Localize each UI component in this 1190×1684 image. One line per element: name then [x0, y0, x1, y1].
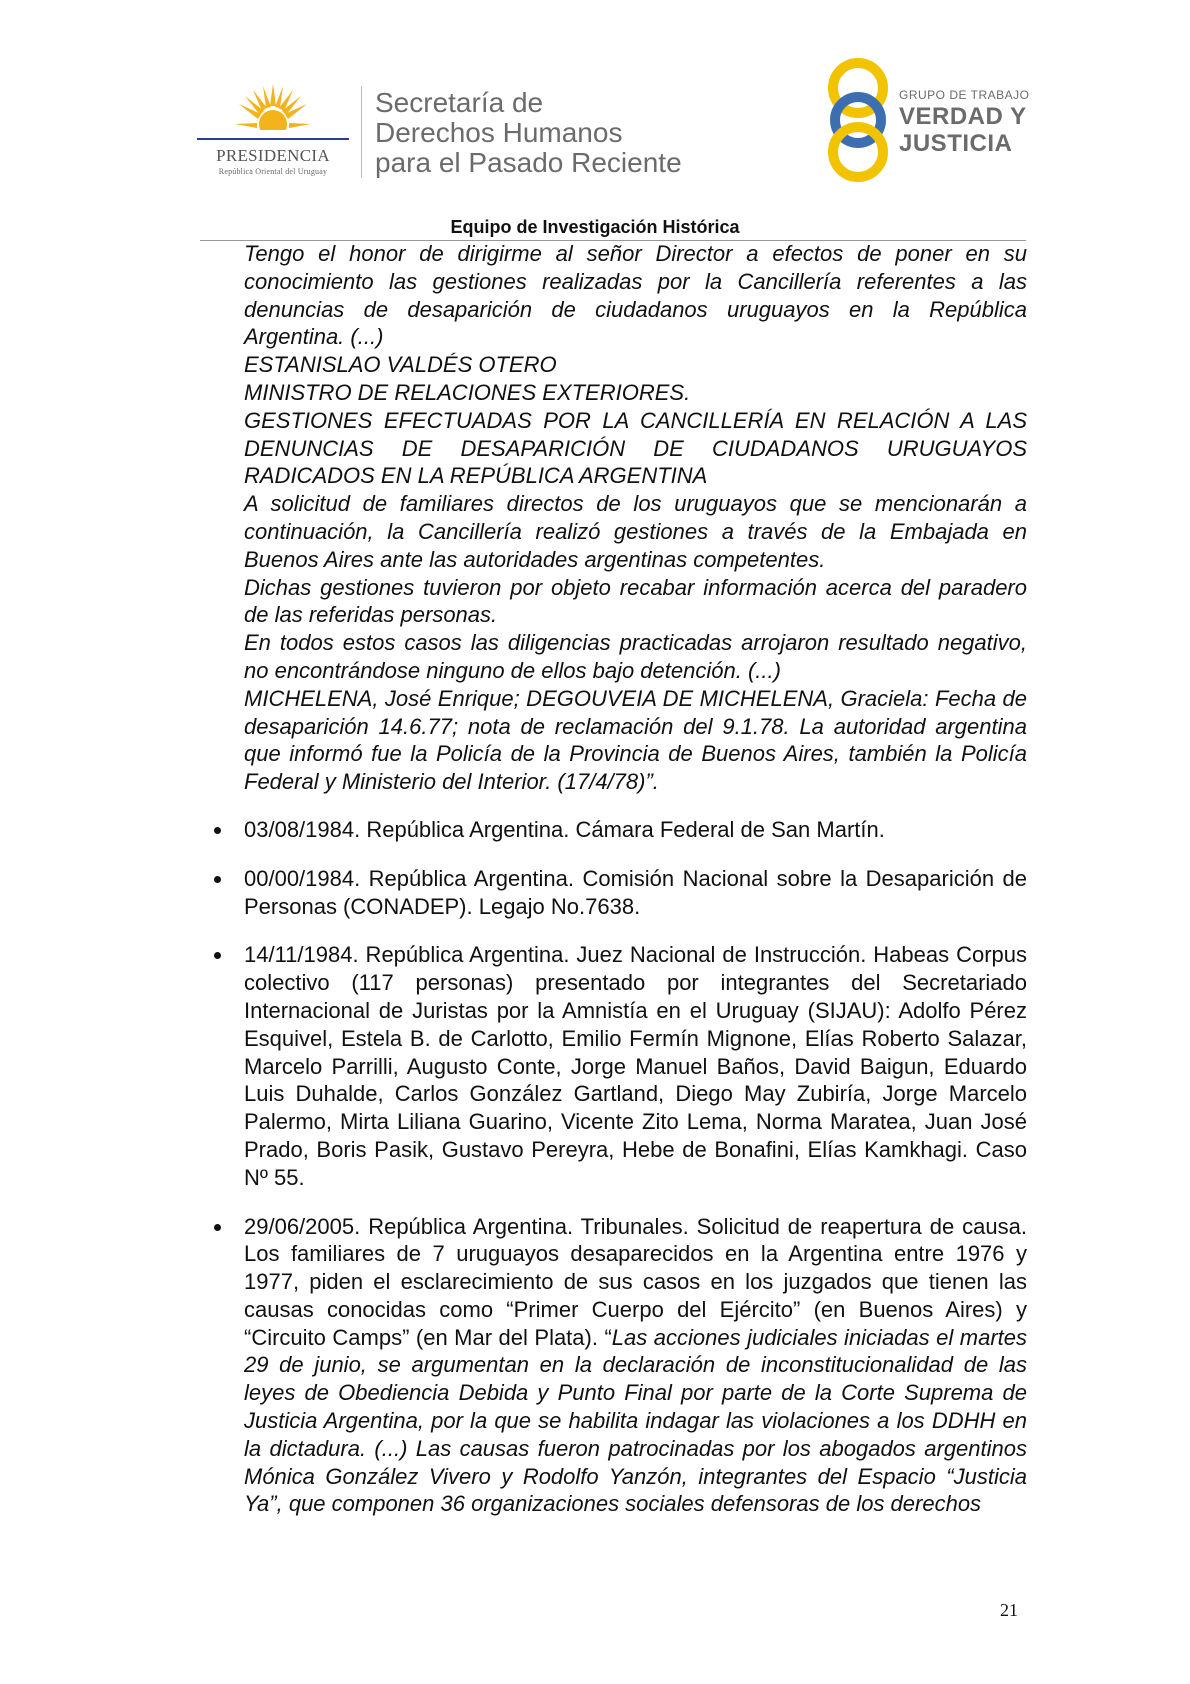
bullet-icon: [214, 876, 221, 883]
quote-paragraph-6: Dichas gestiones tuvieron por objeto recabar información acerca del paradero de las referidas personas.: [244, 574, 1027, 628]
quote-signature-name: ESTANISLAO VALDÉS OTERO: [244, 352, 557, 378]
quote-paragraph-8: MICHELENA, José Enrique; DEGOUVEIA DE MICHELENA, Graciela: Fecha de desaparición 14.6.77; nota de reclamación del 9.1.78. La autoridad argentina que informó fue la Policía de la Provincia de Buenos Aires, también la Policía Federal y Ministerio del Interior. (17/4/78)”.: [244, 685, 1027, 795]
quote-paragraph-1: Tengo el honor de dirigirme al señor Director a efectos de poner en su conocimiento las gestiones realizadas por la Cancillería referentes a las denuncias de desaparición de ciudadanos uruguayos en la República Argentina. (...): [244, 241, 1027, 350]
document-body: [244, 240, 1027, 1518]
team-title: Equipo de Investigación Histórica: [450, 217, 740, 237]
secretaria-line2: Derechos Humanos: [375, 117, 623, 148]
quote-signature-title: MINISTRO DE RELACIONES EXTERIORES.: [244, 379, 691, 405]
logo-divider: [361, 86, 362, 178]
secretaria-line3: para el Pasado Reciente: [375, 147, 682, 178]
secretaria-logo-text: [375, 88, 682, 178]
quote-paragraph-7: En todos estos casos las diligencias practicadas arrojaron resultado negativo, no encontrándose ninguno de ellos bajo detención. (...): [244, 630, 1027, 683]
bullet-icon: [214, 827, 221, 834]
grupo-line2: VERDAD Y: [899, 103, 1027, 130]
bullet-icon: [214, 952, 221, 959]
list-item: [244, 816, 1027, 844]
presidencia-title: PRESIDENCIA: [216, 146, 330, 165]
list-item-text: 29/06/2005. República Argentina. Tribunales. Solicitud de reapertura de causa. Los familiares de 7 uruguayos desaparecidos en la Argentina entre 1976 y 1977, piden el esclarecimiento de sus casos en los juzgados que tienen las causas conocidas como “Primer Cuerpo del Ejército” (en Buenos Aires) y “Circuito Camps” (en Mar del Plata). “: [244, 1213, 1027, 1350]
grupo-line3: JUSTICIA: [899, 130, 1013, 157]
list-item-text: 14/11/1984. República Argentina. Juez Nacional de Instrucción. Habeas Corpus colectivo (117 personas) presentado por integrantes del Secretariado Internacional de Juristas por la Amnistía en el Uruguay (SIJAU): Adolfo Pérez Esquivel, Estela B. de Carlotto, Emilio Fermín Mignone, Elías Roberto Salazar, Marcelo Parrilli, Augusto Conte, Jorge Manuel Baños, David Baigun, Eduardo Luis Duhalde, Carlos González Gartland, Diego May Zubiría, Jorge Marcelo Palermo, Mirta Liliana Guarino, Vicente Zito Lema, Norma Maratea, Juan José Prado, Boris Pasik, Gustavo Pereyra, Hebe de Bonafini, Elías Kamkhagi. Caso Nº 55.: [244, 942, 1027, 1190]
list-item-text: 00/00/1984. República Argentina. Comisión Nacional sobre la Desaparición de Personas (CONADEP). Legajo No.7638.: [244, 865, 1027, 919]
secretaria-line1: Secretaría de: [375, 87, 544, 118]
presidencia-rule: [197, 138, 349, 140]
list-item-quote: Las acciones judiciales iniciadas el martes 29 de junio, se argumentan en la declaración de inconstitucionalidad de las leyes de Obediencia Debida y Punto Final por parte de la Corte Suprema de Justicia Argentina, por la que se habilita indagar las violaciones a los DDHH en la dictadura. (...) Las causas fueron patrocinadas por los abogados argentinos Mónica González Vivero y Rodolfo Yanzón, integrantes del Espacio “Justicia Ya”, que componen 36 organizaciones sociales defensoras de los derechos: [244, 1324, 1027, 1517]
grupo-trabajo-logo: [823, 58, 1033, 182]
list-item: [244, 941, 1027, 1191]
sun-emblem-icon: [233, 80, 313, 138]
events-list: [244, 816, 1027, 1518]
interlinked-rings-icon: [823, 58, 893, 182]
page-header: [0, 0, 1190, 240]
bullet-icon: [214, 1224, 221, 1231]
quote-heading: GESTIONES EFECTUADAS POR LA CANCILLERÍA EN RELACIÓN A LAS DENUNCIAS DE DESAPARICIÓN DE CIUDADANOS URUGUAYOS RADICADOS EN LA REPÚBLICA ARGENTINA: [244, 407, 1027, 489]
page-number: 21: [1000, 1600, 1018, 1620]
list-item-text: 03/08/1984. República Argentina. Cámara Federal de San Martín.: [244, 816, 885, 842]
list-item: [244, 865, 1027, 921]
presidencia-logo: [193, 80, 353, 180]
list-item: [244, 1213, 1027, 1519]
presidencia-subtitle: República Oriental del Uruguay: [218, 167, 328, 176]
quote-paragraph-5: A solicitud de familiares directos de los uruguayos que se mencionarán a continuación, la Cancillería realizó gestiones a través de la Embajada en Buenos Aires ante las autoridades argentinas competentes.: [244, 491, 1027, 572]
grupo-line1: GRUPO DE TRABAJO: [899, 88, 1030, 102]
